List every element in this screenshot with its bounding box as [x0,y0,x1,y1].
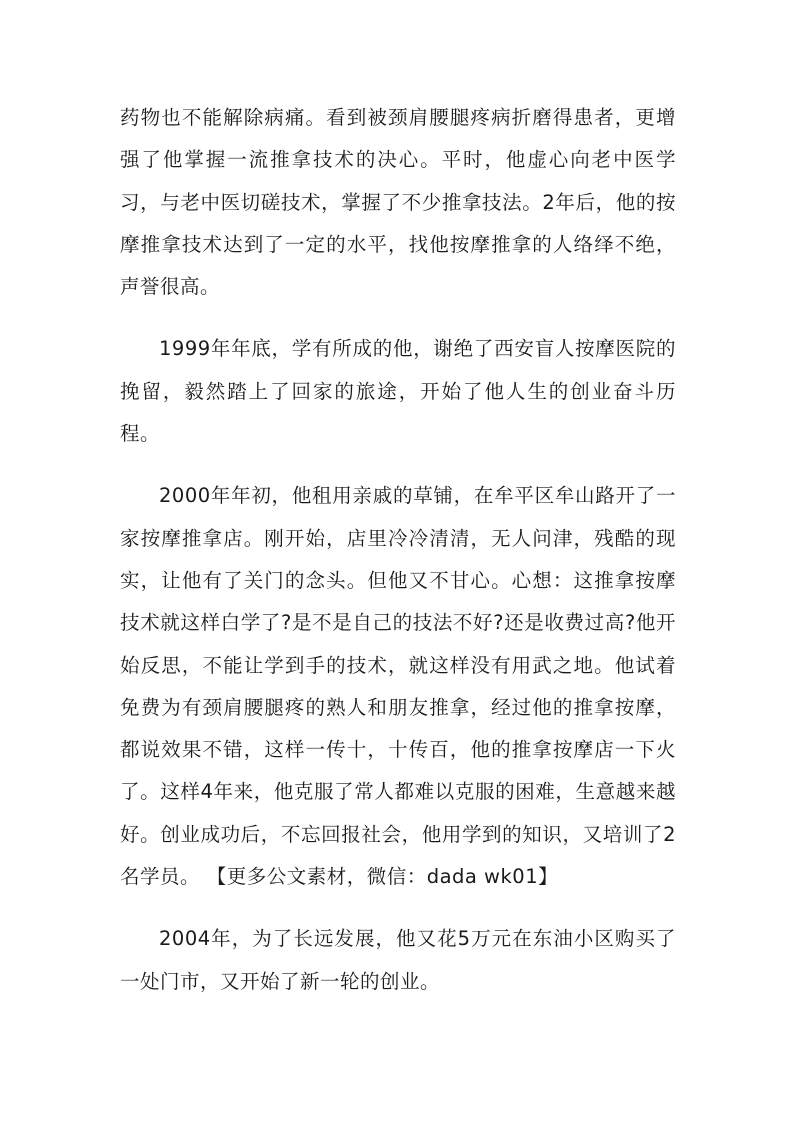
paragraph-1: 药物也不能解除病痛。看到被颈肩腰腿疼病折磨得患者，更增强了他掌握一流推拿技术的决心。平时，他虚心向老中医学习，与老中医切磋技术，掌握了不少推拿技法。2年后，他的按摩推拿技术达到了一定的水平，找他按摩推拿的人络绎不绝，声誉很高。 [120,106,676,299]
paragraph-2: 1999年年底，学有所成的他，谢绝了西安盲人按摩医院的挽留，毅然踏上了回家的旅途，开始了他人生的创业奋斗历程。 [120,337,676,446]
paragraph-3: 2000年年初，他租用亲戚的草铺，在牟平区牟山路开了一家按摩推拿店。刚开始，店里冷冷清清，无人问津，残酷的现实，让他有了关门的念头。但他又不甘心。心想：这推拿按摩技术就这样白学了?是不是自己的技法不好?还是收费过高?他开始反思，不能让学到手的技术，就这样没有用武之地。他试着免费为有颈肩腰腿疼的熟人和朋友推拿，经过他的推拿按摩，都说效果不错，这样一传十，十传百，他的推拿按摩店一下火了。这样4年来，他克服了常人都难以克服的困难，生意越来越好。创业成功后，不忘回报社会，他用学到的知识，又培训了2名学员。 【更多公文素材，微信：dada wk01】 [120,484,676,889]
paragraph-4: 2004年，为了长远发展，他又花5万元在东油小区购买了一处门市，又开始了新一轮的创业。 [120,927,676,993]
document-body [120,97,676,1023]
